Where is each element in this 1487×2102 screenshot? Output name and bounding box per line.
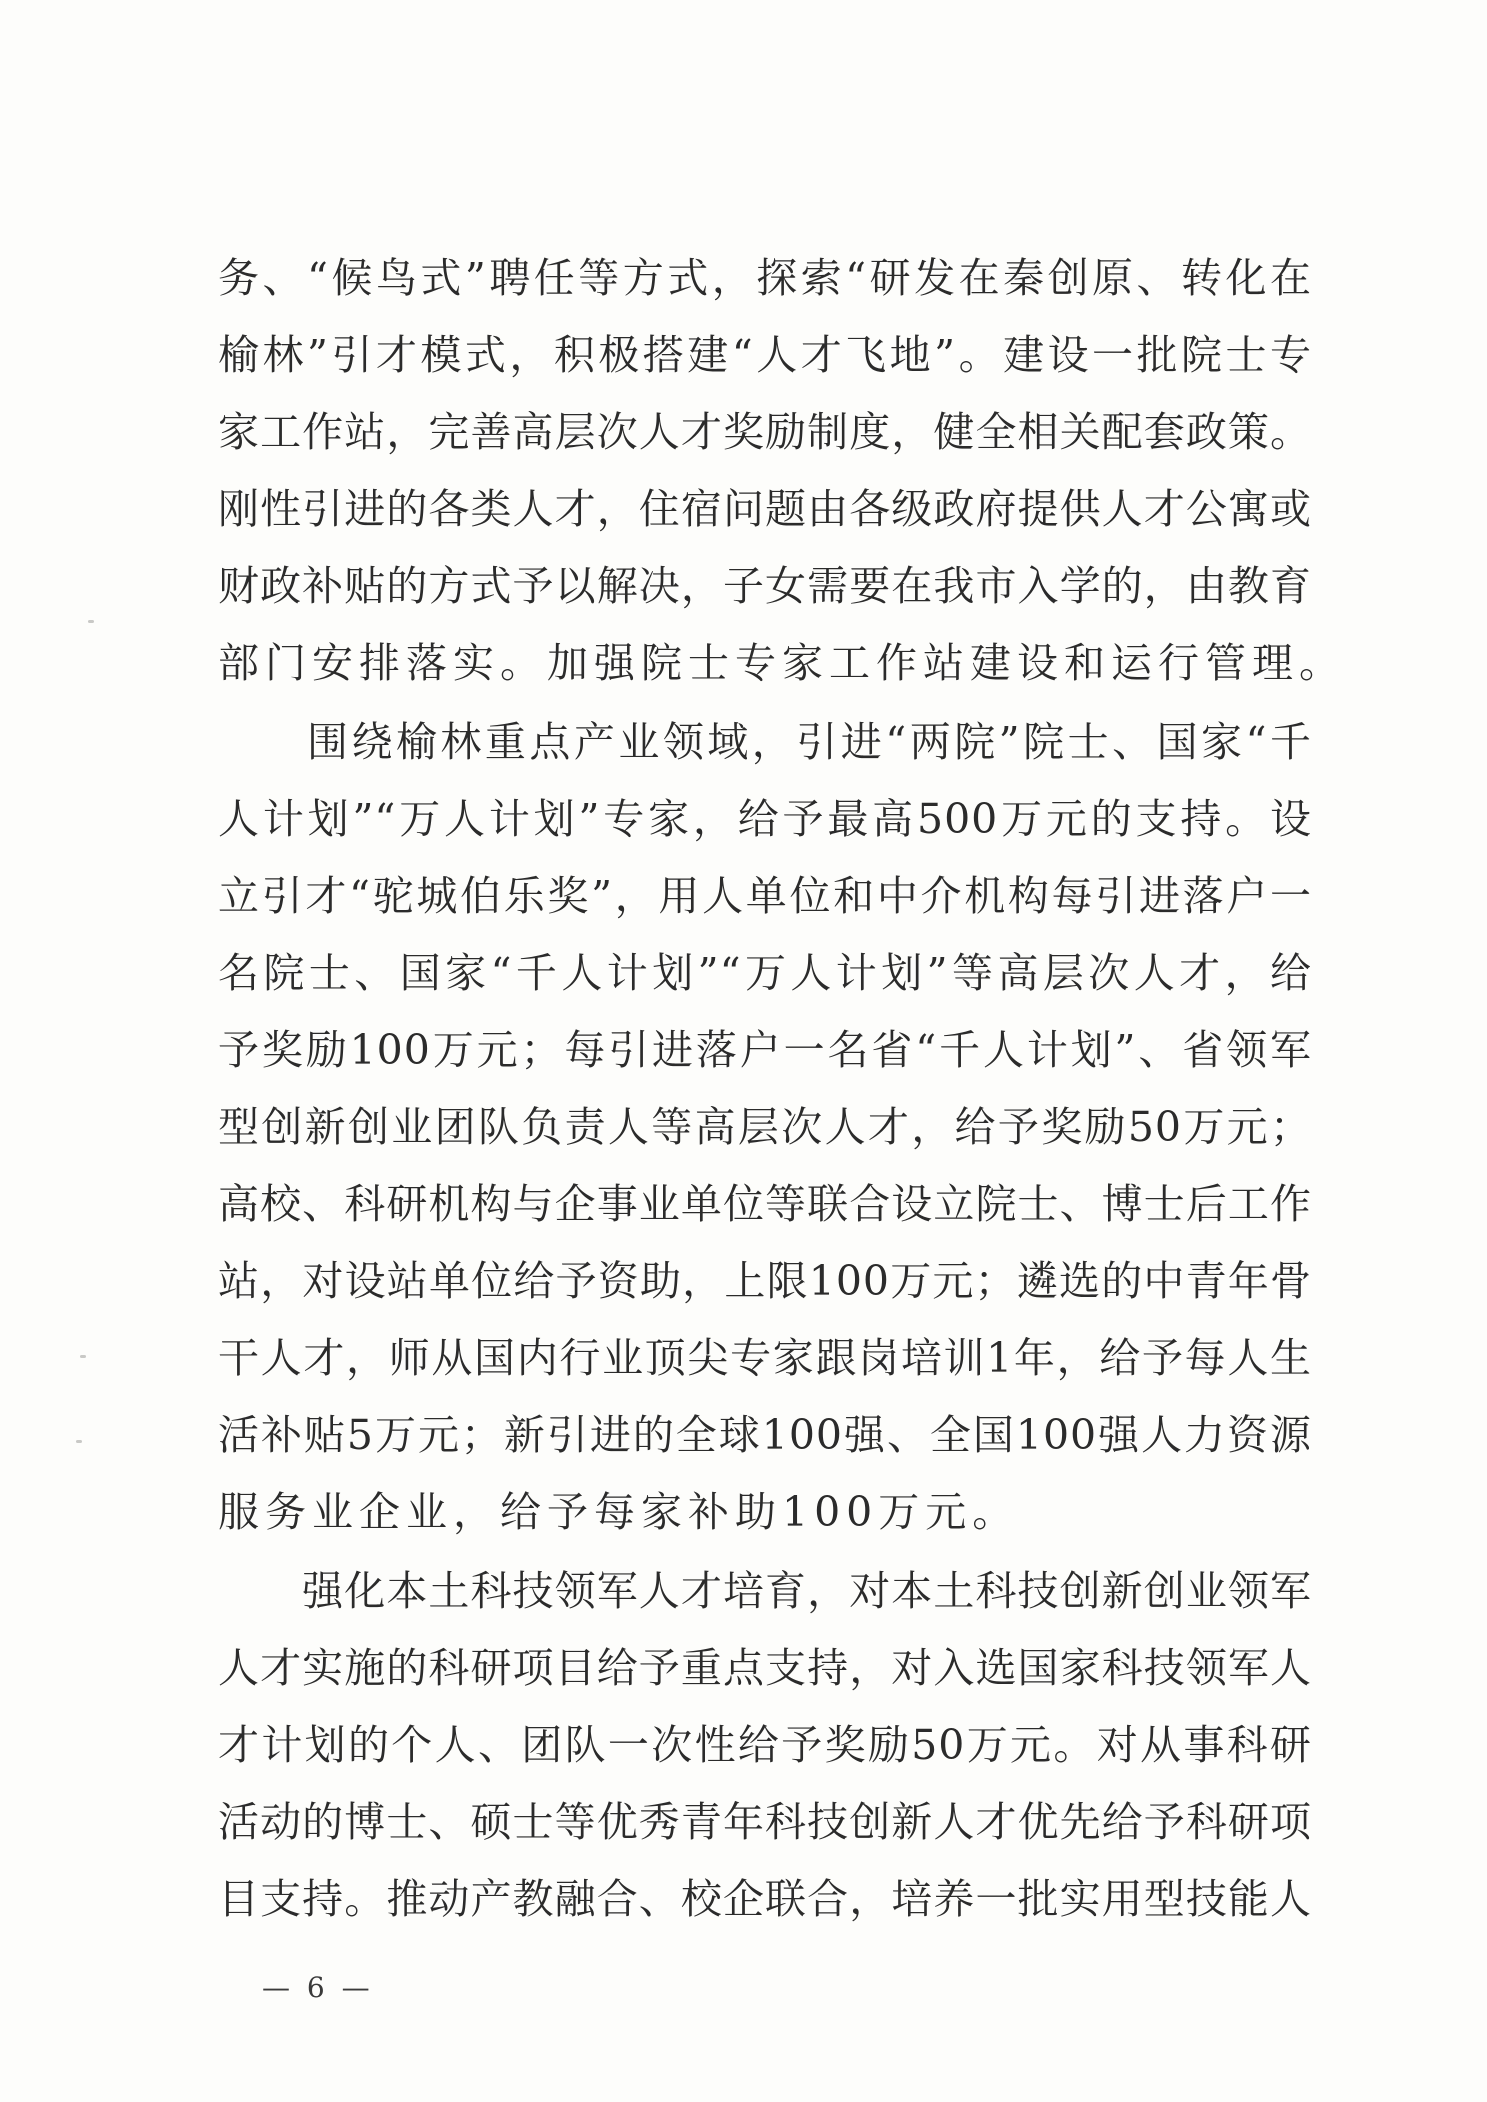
text-line: 财政补贴的方式予以解决，子女需要在我市入学的，由教育 (218, 562, 1312, 610)
page-number: — 6 — (262, 1971, 374, 2004)
text-line: 刚性引进的各类人才，住宿问题由各级政府提供人才公寓或 (218, 485, 1312, 533)
text-line: 人计划”“万人计划”专家，给予最高500万元的支持。设 (218, 795, 1312, 843)
text-line: 服务业企业，给予每家补助100万元。 (218, 1488, 1020, 1536)
text-line: 家工作站，完善高层次人才奖励制度，健全相关配套政策。 (218, 408, 1312, 456)
scan-speck (80, 1355, 86, 1358)
text-line: 才计划的个人、团队一次性给予奖励50万元。对从事科研 (218, 1721, 1312, 1769)
text-line: 榆林”引才模式，积极搭建“人才飞地”。建设一批院士专 (218, 331, 1312, 379)
text-line: 务、“候鸟式”聘任等方式，探索“研发在秦创原、转化在 (218, 254, 1312, 302)
text-line: 活动的博士、硕士等优秀青年科技创新人才优先给予科研项 (218, 1798, 1312, 1846)
text-line: 干人才，师从国内行业顶尖专家跟岗培训1年，给予每人生 (218, 1334, 1312, 1382)
text-line: 型创新创业团队负责人等高层次人才，给予奖励50万元； (218, 1103, 1312, 1151)
scan-speck (76, 1440, 82, 1443)
text-line: 目支持。推动产教融合、校企联合，培养一批实用型技能人 (218, 1875, 1312, 1923)
scan-speck (88, 620, 94, 623)
text-line: 部门安排落实。加强院士专家工作站建设和运行管理。 (218, 639, 1346, 687)
text-line: 立引才“驼城伯乐奖”，用人单位和中介机构每引进落户一 (218, 872, 1312, 920)
text-line: 围绕榆林重点产业领域，引进“两院”院士、国家“千 (218, 718, 1312, 766)
text-line: 强化本土科技领军人才培育，对本土科技创新创业领军 (218, 1567, 1312, 1615)
text-line: 站，对设站单位给予资助，上限100万元；遴选的中青年骨 (218, 1257, 1312, 1305)
text-line: 人才实施的科研项目给予重点支持，对入选国家科技领军人 (218, 1644, 1312, 1692)
text-line: 予奖励100万元；每引进落户一名省“千人计划”、省领军 (218, 1026, 1312, 1074)
text-line: 名院士、国家“千人计划”“万人计划”等高层次人才，给 (218, 949, 1312, 997)
text-line: 高校、科研机构与企事业单位等联合设立院士、博士后工作 (218, 1180, 1312, 1228)
text-line: 活补贴5万元；新引进的全球100强、全国100强人力资源 (218, 1411, 1312, 1459)
